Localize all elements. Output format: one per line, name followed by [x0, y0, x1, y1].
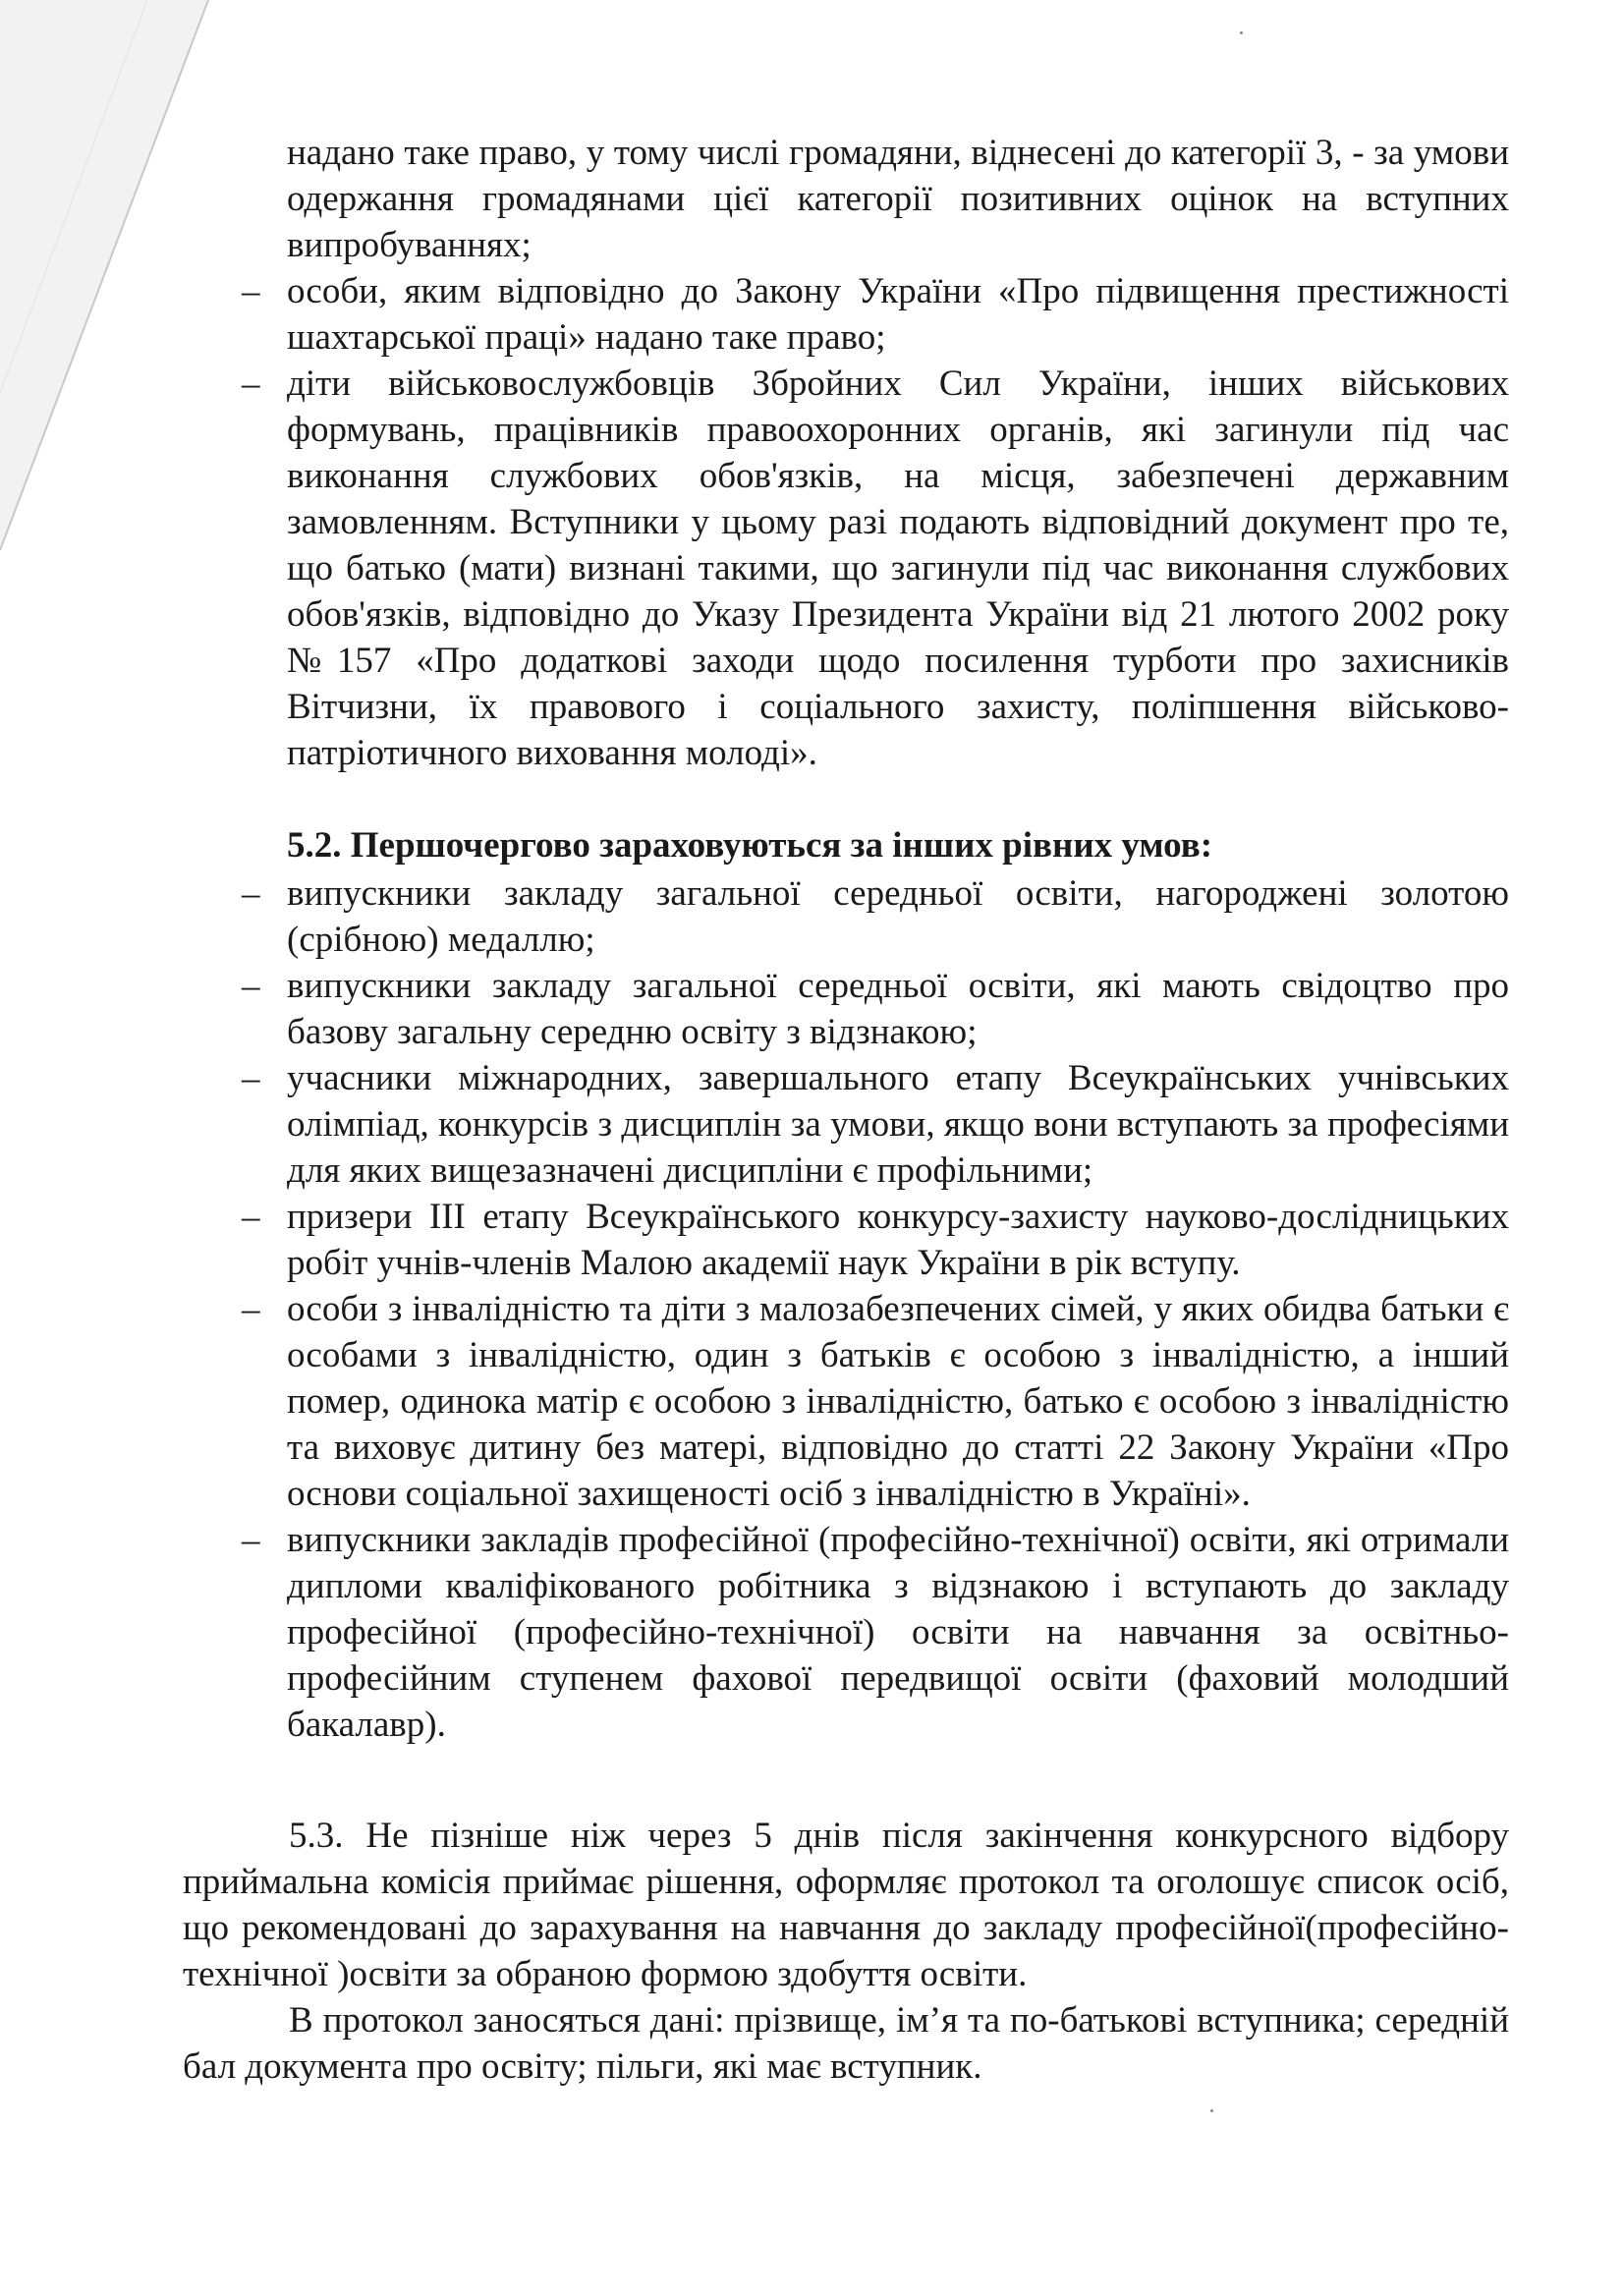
list-item — [183, 361, 1509, 776]
list-item — [183, 1055, 1509, 1194]
intro-continuation: надано таке право, у тому числі громадяни, віднесені до категорії 3, - за умови одержання громадянами цієї категорії позитивних оцінок на вступних випробуваннях; — [287, 133, 1509, 265]
scan-speck — [1240, 31, 1243, 34]
list-item-text: випускники закладу загальної середньої освіти, які мають свідоцтво про базову загальну середню освіту з відзнакою; — [287, 966, 1509, 1052]
list-item — [183, 1517, 1509, 1748]
list-item-text: особи, яким відповідно до Закону України «Про підвищення престижності шахтарської праці» надано таке право; — [287, 271, 1509, 358]
dash-bullet-icon: – — [242, 271, 260, 311]
list-item-text: учасники міжнародних, завершального етапу Всеукраїнських учнівських олімпіад, конкурсів з дисциплін за умови, якщо вони вступають за професіями для яких вищезазначені дисципліни є профільними; — [287, 1058, 1509, 1191]
list-item — [183, 870, 1509, 963]
list-item-text: діти військовослужбовців Збройних Сил України, інших військових формувань, працівників правоохоронних органів, які загинули під час виконання службових обов'язків, на місця, забезпечені державним замовленням. Вступники у цьому разі подають відповідний документ про те, що батько (мати) визнані такими, що загинули під час виконання службових обов'язків, відповідно до Указу Президента України від 21 лютого 2002 року №157 «Про додаткові заходи щодо посилення турботи про захисників Вітчизни, їх правового і соціального захисту, поліпшення військово-патріотичного виховання молоді». — [287, 364, 1509, 773]
dash-bullet-icon: – — [242, 364, 260, 404]
dash-bullet-icon: – — [242, 873, 260, 914]
list-item-text: особи з інвалідністю та діти з малозабезпечених сімей, у яких обидва батьки є особами з інвалідністю, один з батьків є особою з інвалідністю, а інший помер, одинока матір є особою з інвалідністю, батько є особою з інвалідністю та виховує дитину без матері, відповідно до статті 22 Закону України «Про основи соціальної захищеності осіб з інвалідністю в Україні». — [287, 1289, 1509, 1514]
dash-bullet-icon: – — [242, 966, 260, 1006]
list-item — [183, 1286, 1509, 1517]
list-item — [183, 1194, 1509, 1286]
document-page — [183, 130, 1509, 2090]
list-item-text: випускники закладів професійної (професійно-технічної) освіти, які отримали дипломи кваліфікованого робітника з відзнакою і вступають до закладу професійної (професійно-технічної) освіти на навчання за освітньо-професійним ступенем фахової передвищої освіти (фаховий молодший бакалавр). — [287, 1520, 1509, 1745]
section-5-3-paragraph: 5.3. Не пізніше ніж через 5 днів після закінчення конкурсного відбору приймальна комісія приймає рішення, оформляє протокол та оголошує список осіб, що рекомендовані до зарахування на навчання до закладу професійної(професійно-технічної )освіти за обраною формою здобуття освіти. — [183, 1816, 1509, 1994]
priority-list — [183, 870, 1509, 1748]
dash-bullet-icon: – — [242, 1058, 260, 1098]
list-item-text: випускники закладу загальної середньої освіти, нагороджені золотою (срібною) медаллю; — [287, 873, 1509, 960]
scan-speck — [1210, 2109, 1213, 2112]
dash-bullet-icon: – — [242, 1197, 260, 1237]
protocol-paragraph: В протокол заносяться дані: прізвище, ім’я та по-батькові вступника; середній бал документа про освіту; пільги, які має вступник. — [183, 2000, 1509, 2087]
section-spacer — [183, 1748, 1509, 1813]
list-item-text: призери ІІІ етапу Всеукраїнського конкурсу-захисту науково-дослідницьких робіт учнів-членів Малою академії наук України в рік вступу. — [287, 1197, 1509, 1283]
list-item — [183, 268, 1509, 361]
eligibility-list — [183, 268, 1509, 776]
dash-bullet-icon: – — [242, 1520, 260, 1560]
section-5-2-heading: 5.2. Першочергово зараховуються за інших рівних умов: — [287, 825, 1213, 866]
dash-bullet-icon: – — [242, 1289, 260, 1329]
list-item — [183, 963, 1509, 1055]
